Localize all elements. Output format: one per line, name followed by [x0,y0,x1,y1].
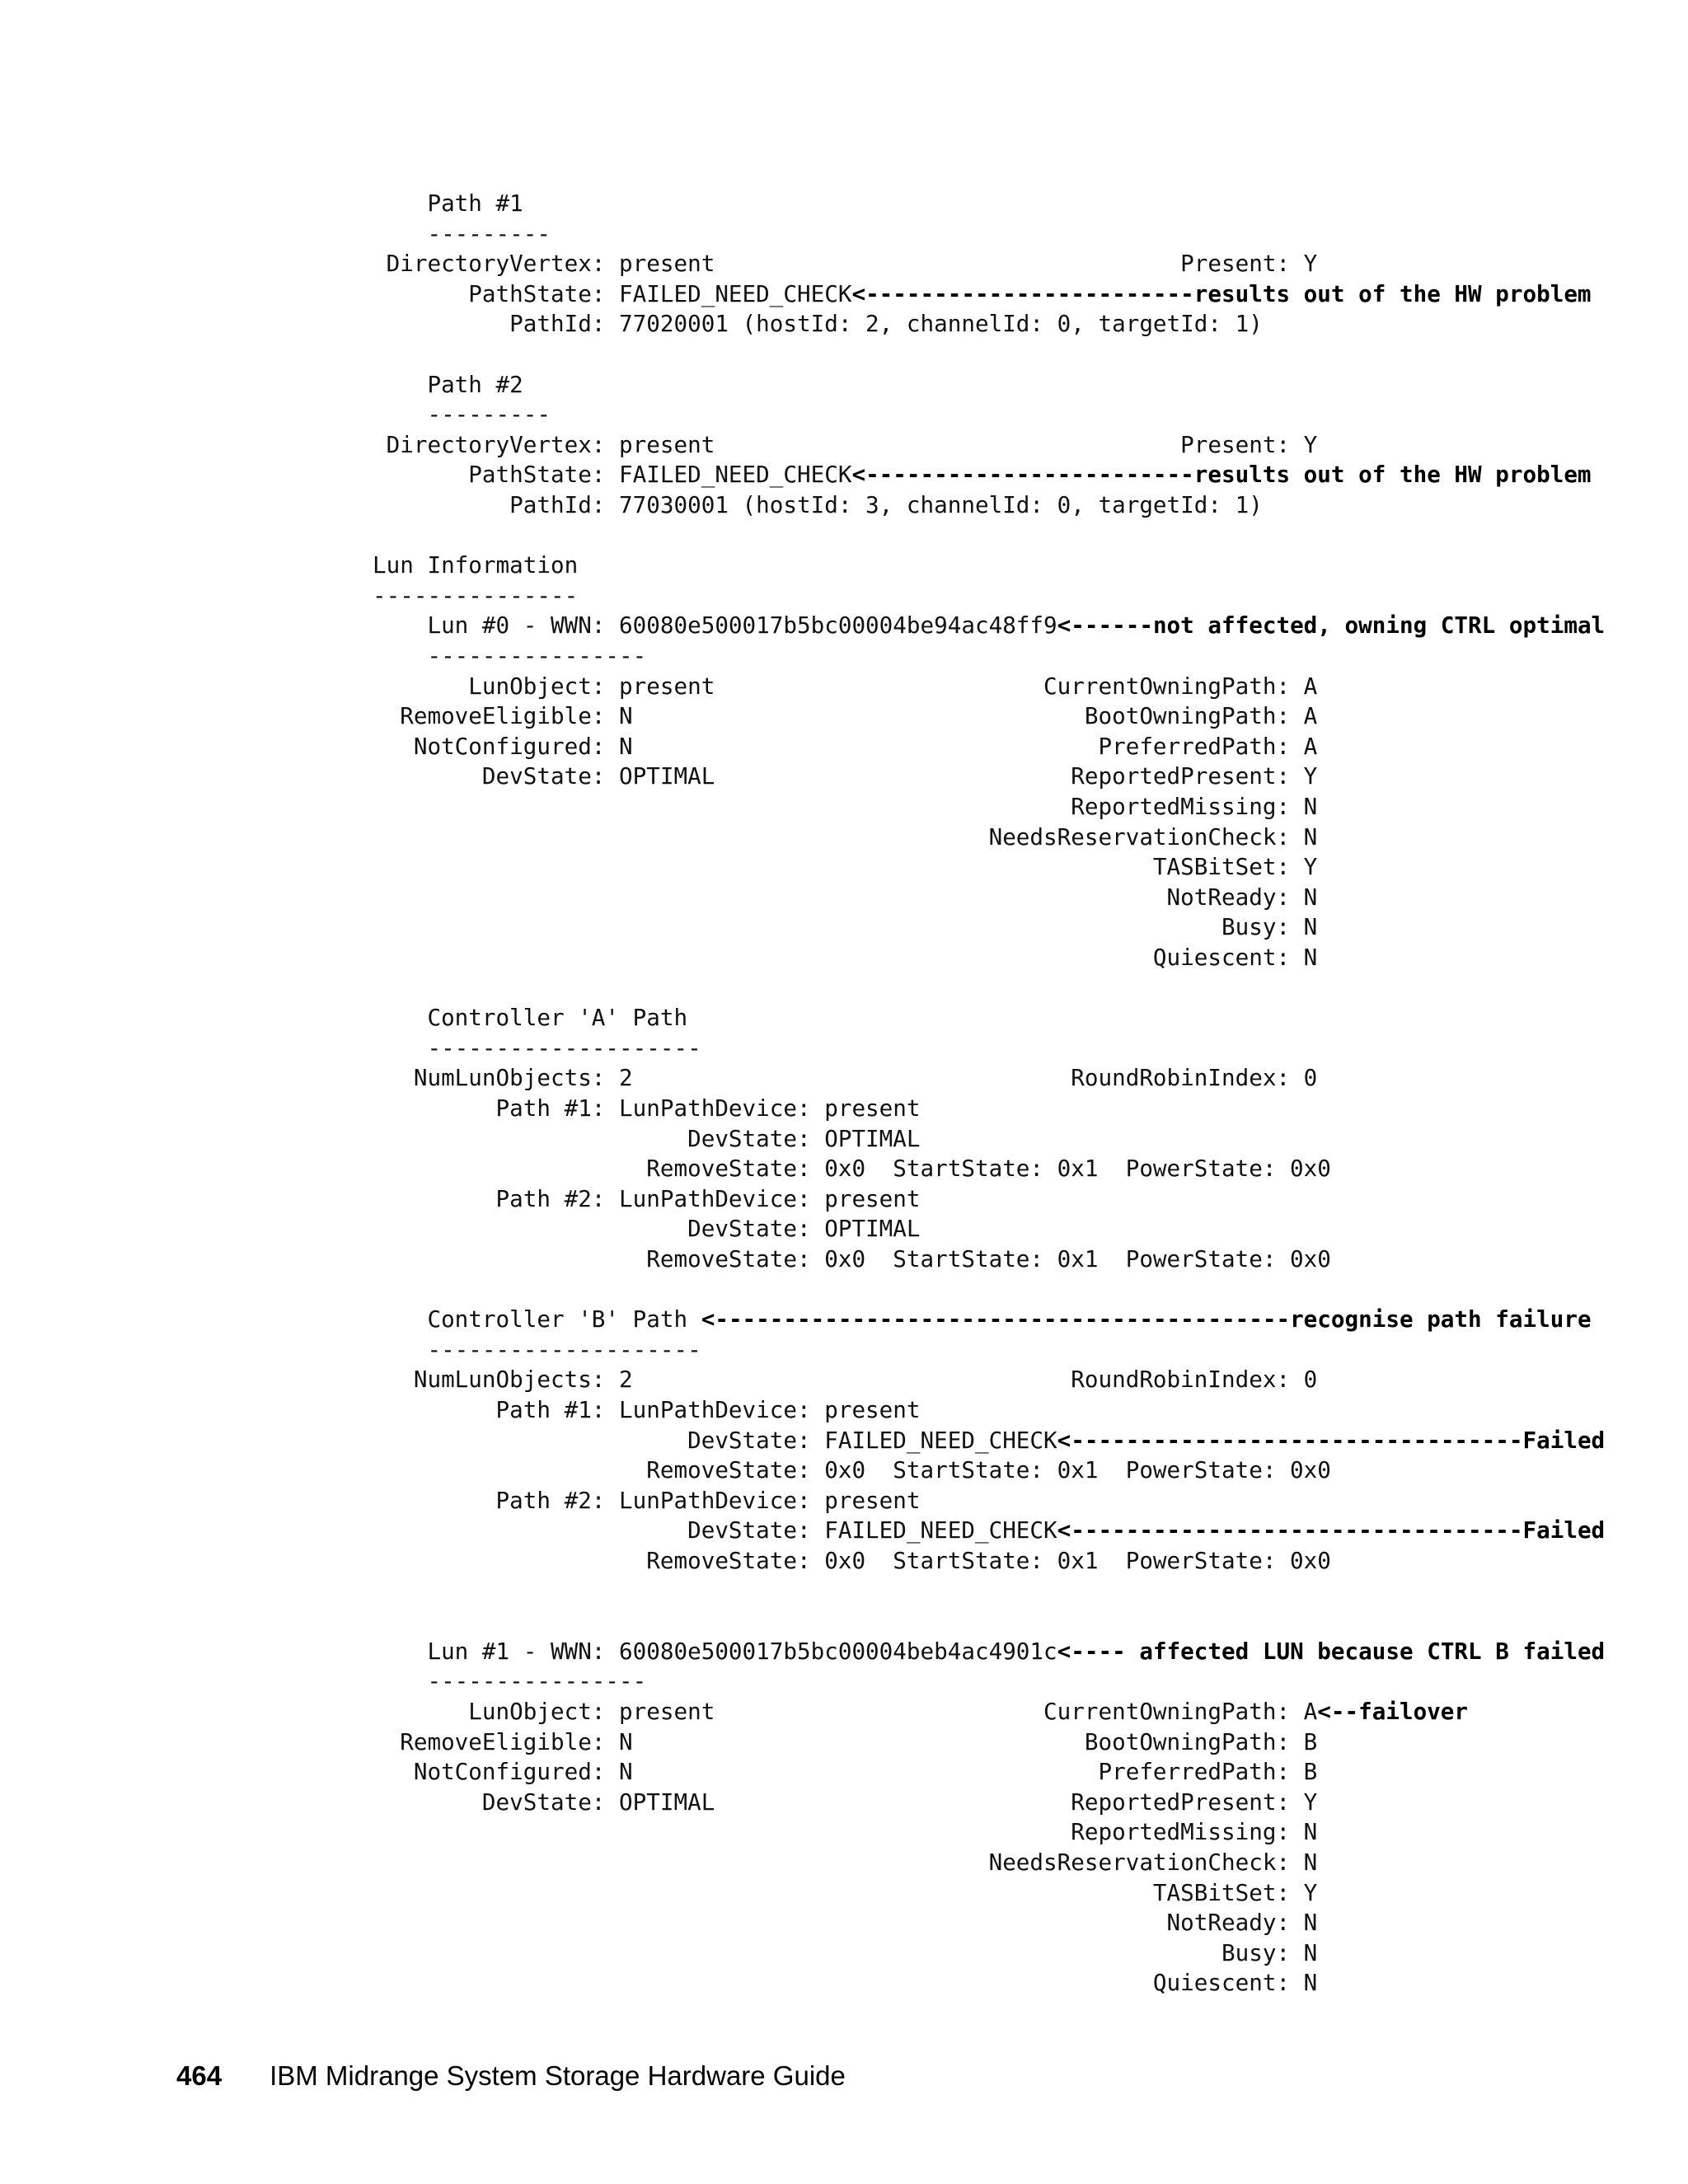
listing-text: NumLunObjects: 2 RoundRobinIndex: 0 [373,1366,1318,1394]
listing-line [373,883,1317,913]
listing-line [373,309,1263,340]
listing-text: -------------------- [373,1033,701,1062]
listing-line [373,1124,921,1155]
listing-text: NotReady: N [373,1909,1318,1937]
listing-text: ReportedMissing: N [373,793,1318,820]
listing-text: Path #1 [373,190,523,217]
listing-text: Quiescent: N [373,944,1318,971]
listing-text: NeedsReservationCheck: N [373,823,1318,851]
listing-line-annotated [373,1426,1605,1456]
listing-text: DevState: FAILED_NEED_CHECK [373,1516,1057,1544]
annotation-note: <------not affected, owning CTRL optimal [1057,612,1606,640]
listing-text: Lun #0 - WWN: 60080e500017b5bc00004be94ac48ff9 [373,612,1057,640]
listing-line [373,1003,687,1033]
listing-line-annotated [373,611,1605,641]
listing-text: RemoveState: 0x0 StartState: 0x1 PowerState: 0x0 [373,1245,1331,1272]
listing-text: PathState: FAILED_NEED_CHECK [373,279,852,307]
listing-text: Quiescent: N [373,1969,1318,1997]
listing-text: Path #2: LunPathDevice: present [373,1184,921,1212]
listing-text: -------------------- [373,1335,701,1363]
listing-line [373,1455,1331,1486]
listing-text: --------------- [373,581,579,609]
annotation-note: <---------------------------------Failed [1057,1426,1606,1454]
listing-text: RemoveEligible: N BootOwningPath: A [373,702,1318,730]
listing-line [373,672,1317,702]
listing-line [373,701,1317,732]
listing-text: DirectoryVertex: present Present: Y [373,250,1318,278]
listing-line-annotated [373,1305,1592,1335]
listing-text: RemoveEligible: N BootOwningPath: B [373,1727,1318,1755]
listing-line [373,490,1263,521]
listing-line [373,1063,1317,1094]
listing-text: DevState: OPTIMAL ReportedPresent: Y [373,762,1318,790]
listing-line [373,1395,921,1426]
listing-text: Path #2: LunPathDevice: present [373,1486,921,1514]
listing-line [373,1908,1317,1938]
listing-text: Path #2 [373,370,523,398]
listing-text: PathState: FAILED_NEED_CHECK [373,461,852,489]
listing-line [373,1335,701,1366]
listing-text: Controller 'A' Path [373,1004,688,1032]
listing-line [373,249,1317,279]
listing-text: DevState: OPTIMAL ReportedPresent: Y [373,1788,1318,1816]
listing-line [373,370,523,401]
listing-text: NotReady: N [373,883,1318,911]
listing-text: Busy: N [373,1938,1318,1966]
page-number: 464 [176,2060,223,2091]
listing-text: ReportedMissing: N [373,1818,1318,1846]
page-footer [176,2060,846,2092]
listing-text: LunObject: present CurrentOwningPath: A [373,1698,1318,1725]
listing-text: NumLunObjects: 2 RoundRobinIndex: 0 [373,1064,1318,1092]
listing-line [373,823,1317,853]
listing-line [373,641,646,672]
listing-text: Controller 'B' Path [373,1305,701,1333]
listing-text: RemoveState: 0x0 StartState: 0x1 PowerState: 0x0 [373,1456,1331,1484]
listing-text: TASBitSet: Y [373,1878,1318,1906]
listing-line-annotated [373,460,1592,490]
listing-text: Path #1: LunPathDevice: present [373,1094,921,1122]
listing-line [373,1546,1331,1577]
listing-text: NotConfigured: N PreferredPath: A [373,732,1318,760]
listing-text: --------- [373,401,551,429]
annotation-note: <---------------------------------Failed [1057,1516,1606,1544]
listing-line [373,1757,1317,1788]
listing-line [373,1938,1317,1969]
listing-text: LunObject: present CurrentOwningPath: A [373,672,1318,700]
listing-line [373,551,578,581]
listing-line [373,1244,1331,1275]
listing-text: NeedsReservationCheck: N [373,1849,1318,1876]
listing-line [373,1486,921,1516]
book-title: IBM Midrange System Storage Hardware Guide [270,2060,846,2091]
listing-text: RemoveState: 0x0 StartState: 0x1 PowerState: 0x0 [373,1547,1331,1574]
listing-line-annotated [373,1516,1605,1546]
listing-text: --------- [373,219,551,247]
listing-line [373,852,1317,883]
listing-line [373,1878,1317,1909]
listing-line [373,1365,1317,1395]
listing-line [373,189,523,219]
listing-text: ---------------- [373,1667,647,1695]
listing-text: PathId: 77030001 (hostId: 3, channelId: 0, targetId: 1) [373,491,1263,518]
listing-line [373,1727,1317,1758]
listing-text: PathId: 77020001 (hostId: 2, channelId: 0, targetId: 1) [373,310,1263,338]
listing-text: TASBitSet: Y [373,853,1318,881]
listing-line [373,912,1317,943]
listing-text: ---------------- [373,642,647,669]
listing-line-annotated [373,1637,1605,1667]
listing-line [373,1033,701,1064]
listing-line [373,1666,646,1697]
listing-line [373,219,551,250]
listing-text: Busy: N [373,913,1318,941]
listing-text: NotConfigured: N PreferredPath: B [373,1758,1318,1786]
listing-line [373,581,578,612]
listing-line [373,943,1317,973]
listing-text: RemoveState: 0x0 StartState: 0x1 PowerState: 0x0 [373,1155,1331,1183]
listing-line [373,792,1317,823]
listing-text: Lun Information [373,551,579,579]
annotation-note: <------------------------results out of the HW problem [851,461,1592,489]
listing-line [373,1788,1317,1818]
listing-line [373,1094,921,1124]
annotation-note: <------------------------results out of the HW problem [851,279,1592,307]
listing-line [373,430,1317,461]
listing-line [373,1968,1317,1999]
listing-text: Lun #1 - WWN: 60080e500017b5bc00004beb4ac4901c [373,1637,1057,1665]
listing-line [373,762,1317,792]
annotation-note: <------------------------------------------recognise path failure [701,1305,1592,1333]
listing-line [373,1154,1331,1184]
listing-line [373,1184,921,1215]
listing-text: DevState: OPTIMAL [373,1215,921,1243]
annotation-note: <--failover [1317,1698,1469,1725]
listing-line [373,400,551,430]
listing-text: DevState: FAILED_NEED_CHECK [373,1426,1057,1454]
annotation-note: <---- affected LUN because CTRL B failed [1057,1637,1606,1665]
listing-line [373,1214,921,1244]
listing-text: Path #1: LunPathDevice: present [373,1396,921,1423]
listing-text: DirectoryVertex: present Present: Y [373,430,1318,458]
listing-line [373,732,1317,762]
listing-line-annotated [373,279,1592,310]
listing-line [373,1848,1317,1878]
listing-line [373,1817,1317,1848]
listing-line-annotated [373,1697,1468,1727]
listing-text: DevState: OPTIMAL [373,1124,921,1152]
